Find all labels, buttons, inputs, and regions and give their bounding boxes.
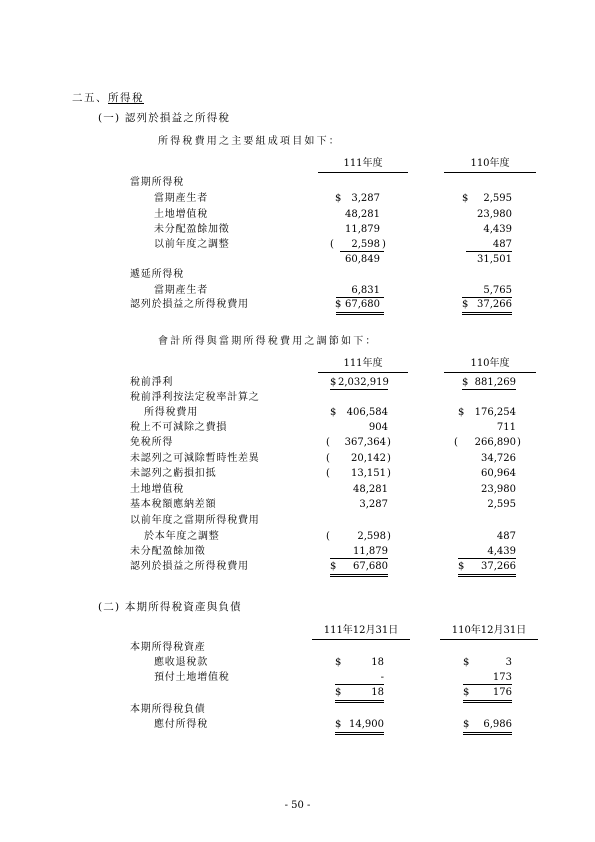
currency-sign: $	[335, 657, 342, 668]
table1-row-label: 當期產生者	[154, 285, 208, 296]
table3-cell-current: 18	[371, 657, 384, 668]
table2-rule	[330, 558, 388, 559]
table1-double-rule	[336, 314, 384, 315]
table3-cell-prior: 173	[492, 672, 512, 683]
currency-sign: $	[458, 407, 465, 418]
table2-double-rule	[458, 576, 516, 577]
table2-header-rule-prior	[444, 372, 536, 373]
table2-cell-prior: 34,726	[481, 453, 516, 464]
table2-rule	[462, 389, 516, 390]
table3-row-label: 本期所得稅負債	[130, 704, 206, 715]
table2-row-label: 免稅所得	[130, 437, 174, 448]
paren-close: )	[387, 531, 391, 542]
table1-rule	[462, 297, 512, 298]
table3-header-rule-current	[312, 639, 410, 640]
paren-open: (	[326, 531, 330, 542]
table3-subtotal-current: 18	[371, 687, 384, 698]
table2-cell-current: 406,584	[346, 407, 388, 418]
table1-cell-prior: 4,439	[483, 224, 512, 235]
table3-header-rule-prior	[440, 639, 538, 640]
table1-rule	[466, 251, 512, 252]
table2-cell-prior: 881,269	[474, 377, 516, 388]
table3-double-rule	[335, 702, 384, 703]
table1-row-label: 土地增值稅	[154, 209, 208, 220]
table1-row-label: 當期所得稅	[130, 177, 184, 188]
table2-row-label: 於本年度之調整	[144, 531, 220, 542]
table3-rule	[463, 684, 512, 685]
table1-cell-current: 6,831	[351, 285, 380, 296]
currency-sign: $	[335, 719, 342, 730]
paren-close: )	[387, 437, 391, 448]
table1-row-label: 未分配盈餘加徵	[154, 224, 230, 235]
table2-row-label: 土地增值稅	[130, 484, 184, 495]
table1-cell-prior: 23,980	[477, 209, 512, 220]
table1-cell-current: 48,281	[345, 209, 380, 220]
table2-cell-prior: 487	[496, 531, 516, 542]
currency-sign: $	[330, 407, 337, 418]
currency-sign: $	[335, 687, 342, 698]
table1-subtotal-current: 60,849	[345, 254, 380, 265]
table1-cell-prior: 2,595	[483, 193, 512, 204]
paren-close: )	[387, 468, 391, 479]
table2-cell-current: 2,032,919	[338, 377, 389, 388]
table2-cell-prior: 4,439	[487, 546, 516, 557]
currency-sign: $	[462, 299, 469, 310]
table2-cell-current: 11,879	[353, 546, 388, 557]
paren-close: )	[382, 239, 386, 250]
paren-close: )	[387, 453, 391, 464]
table2-double-rule	[330, 576, 388, 577]
currency-sign: $	[463, 719, 470, 730]
table2-row-label: 稅上不可減除之費損	[130, 422, 228, 433]
table1-cell-current: 11,879	[345, 224, 380, 235]
table3-double-rule	[335, 732, 384, 733]
table2-cell-prior: 711	[496, 422, 516, 433]
table2-double-rule	[458, 574, 516, 575]
table2-cell-current: 904	[368, 422, 388, 433]
table2-row-label: 基本稅額應納差額	[130, 499, 217, 510]
table2-total-current: 67,680	[353, 561, 388, 572]
currency-sign: $	[335, 193, 342, 204]
paren-close: )	[517, 437, 521, 448]
table3-row-label: 應收退稅款	[154, 657, 208, 668]
table2-cell-current: 367,364	[344, 437, 386, 448]
table3-double-rule	[463, 702, 512, 703]
currency-sign: $	[458, 561, 465, 572]
table2-cell-current: 20,142	[351, 453, 386, 464]
table3-row-label: 本期所得稅資產	[130, 642, 206, 653]
table3-double-rule	[335, 700, 384, 701]
table2-cell-current: 48,281	[353, 484, 388, 495]
table2-cell-prior: 23,980	[481, 484, 516, 495]
page-number: - 50 -	[284, 800, 311, 811]
table1-total-label: 認列於損益之所得稅費用	[130, 299, 249, 310]
table2-total-prior: 37,266	[481, 561, 516, 572]
table1-intro: 所得稅費用之主要組成項目如下：	[158, 136, 341, 147]
table1-row-label: 遞延所得稅	[130, 269, 184, 280]
paren-open: (	[326, 437, 330, 448]
table3-row-label: 預付土地增值稅	[154, 672, 230, 683]
table3-cell-prior: 6,986	[483, 719, 512, 730]
paren-open: (	[326, 468, 330, 479]
currency-sign: $	[330, 561, 337, 572]
table1-header-rule-current	[318, 172, 408, 173]
table2-cell-current: 13,151	[351, 468, 386, 479]
table2-rule	[458, 558, 516, 559]
table3-row-label: 應付所得稅	[154, 719, 208, 730]
table2-cell-current: 3,287	[359, 499, 388, 510]
table3-double-rule	[463, 732, 512, 733]
table2-cell-current: 2,598	[357, 531, 386, 542]
table3-double-rule	[463, 700, 512, 701]
currency-sign: $	[462, 377, 469, 388]
table2-row-label: 以前年度之當期所得稅費用	[130, 515, 260, 526]
paren-open: (	[330, 239, 334, 250]
table2-row-label: 未認列之虧損扣抵	[130, 468, 217, 479]
currency-sign: $	[463, 687, 470, 698]
subsection-1-title: (一) 認列於損益之所得稅	[98, 112, 231, 124]
table2-rule	[330, 389, 388, 390]
table3-date-prior: 110年12月31日	[451, 625, 527, 636]
currency-sign: $	[462, 193, 469, 204]
table2-intro: 會計所得與當期所得稅費用之調節如下：	[158, 336, 378, 347]
table3-cell-prior: 3	[505, 657, 512, 668]
table1-row-label: 當期產生者	[154, 193, 208, 204]
paren-open: (	[454, 437, 458, 448]
table3-date-current: 111年12月31日	[323, 625, 399, 636]
table1-cell-prior: 487	[492, 239, 512, 250]
section-heading	[72, 92, 144, 104]
table2-row-label: 未分配盈餘加徵	[130, 546, 206, 557]
table1-row-label: 以前年度之調整	[154, 239, 230, 250]
table2-row-label: 稅前淨利按法定稅率計算之	[130, 392, 260, 403]
currency-sign: $	[335, 299, 342, 310]
subsection-2-title: (二) 本期所得稅資產與負債	[98, 601, 242, 613]
table1-subtotal-prior: 31,501	[477, 254, 512, 265]
table2-header-rule-current	[318, 372, 408, 373]
table3-rule	[335, 684, 384, 685]
table1-double-rule	[462, 312, 512, 313]
table2-cell-prior: 60,964	[481, 468, 516, 479]
table2-total-label: 認列於損益之所得稅費用	[130, 561, 249, 572]
table3-cell-current: 14,900	[349, 719, 384, 730]
table1-cell-current: 2,598	[351, 239, 380, 250]
table1-header-rule-prior	[444, 172, 536, 173]
table1-cell-current: 3,287	[351, 193, 380, 204]
table2-row-label: 稅前淨利	[130, 377, 174, 388]
table3-double-rule	[335, 734, 384, 735]
currency-sign: $	[463, 657, 470, 668]
table1-year-current: 111年度	[343, 158, 383, 169]
currency-sign: $	[330, 377, 337, 388]
table1-rule	[340, 251, 384, 252]
table2-row-label: 未認列之可減除暫時性差異	[130, 453, 260, 464]
table1-total-prior: 37,266	[477, 299, 512, 310]
paren-open: (	[326, 453, 330, 464]
table1-total-current: 67,680	[345, 299, 380, 310]
table3-subtotal-prior: 176	[492, 687, 512, 698]
table2-year-prior: 110年度	[470, 358, 510, 369]
table2-cell-prior: 266,890	[474, 437, 516, 448]
table2-cell-prior: 176,254	[474, 407, 516, 418]
table3-cell-current: -	[380, 672, 384, 683]
table1-rule	[336, 297, 384, 298]
section-number: 二五、	[72, 92, 108, 104]
table2-row-label: 所得稅費用	[144, 407, 198, 418]
table1-double-rule	[336, 312, 384, 313]
table1-cell-prior: 5,765	[483, 285, 512, 296]
table2-cell-prior: 2,595	[487, 499, 516, 510]
section-title: 所得稅	[108, 92, 144, 104]
table3-double-rule	[463, 734, 512, 735]
table1-double-rule	[462, 314, 512, 315]
table1-year-prior: 110年度	[470, 158, 510, 169]
table2-double-rule	[330, 574, 388, 575]
table2-year-current: 111年度	[343, 358, 383, 369]
